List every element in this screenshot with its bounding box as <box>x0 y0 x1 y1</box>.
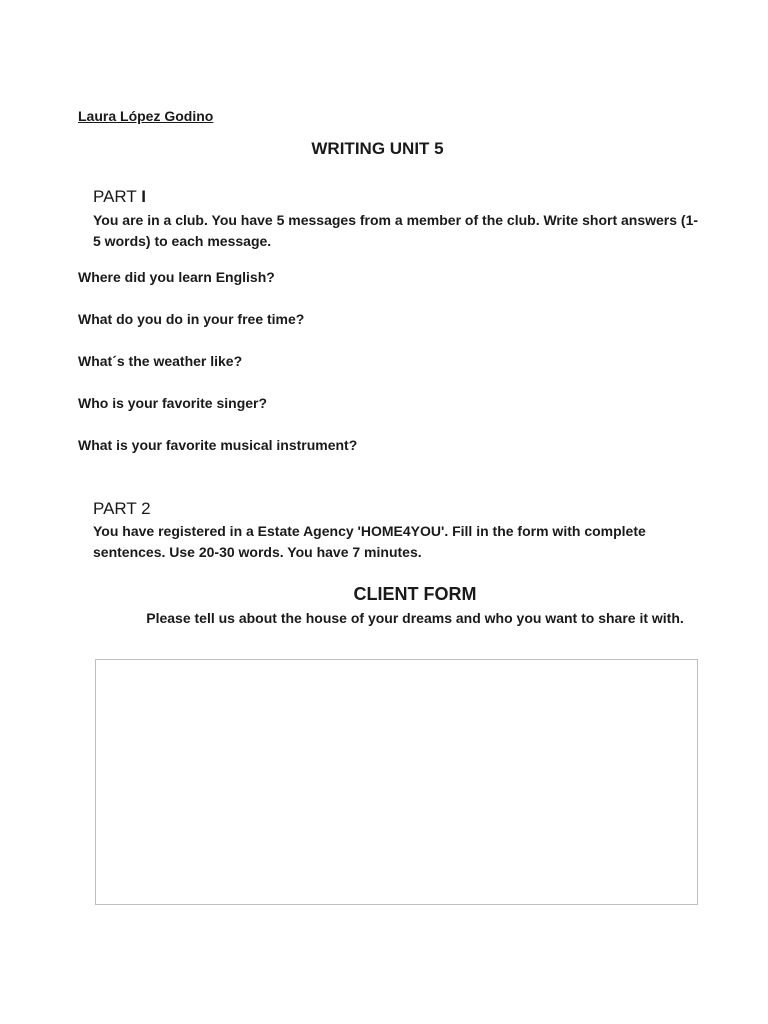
part1-heading-word: PART <box>93 187 137 206</box>
part1-heading-number: I <box>141 187 146 206</box>
question-4: Who is your favorite singer? <box>78 395 268 411</box>
client-form-prompt: Please tell us about the house of your dreams and who you want to share it with. <box>146 610 684 626</box>
question-2: What do you do in your free time? <box>78 311 305 327</box>
part1-instructions: You are in a club. You have 5 messages from a member of the club. Write short answers (1-5 words) to each message. <box>93 212 699 249</box>
part1-heading <box>93 187 146 207</box>
part2-instructions: You have registered in a Estate Agency 'HOME4YOU'. Fill in the form with complete sentences. Use 20-30 words. You have 7 minutes. <box>93 523 646 560</box>
part2-heading: PART 2 <box>93 499 151 518</box>
question-3: What´s the weather like? <box>78 353 243 369</box>
document-title: WRITING UNIT 5 <box>311 139 444 158</box>
client-form-title: CLIENT FORM <box>353 584 477 604</box>
question-5: What is your favorite musical instrument? <box>78 437 358 453</box>
question-1: Where did you learn English? <box>78 269 275 285</box>
author-name: Laura López Godino <box>78 108 214 124</box>
client-form-answer-box[interactable] <box>95 659 698 905</box>
